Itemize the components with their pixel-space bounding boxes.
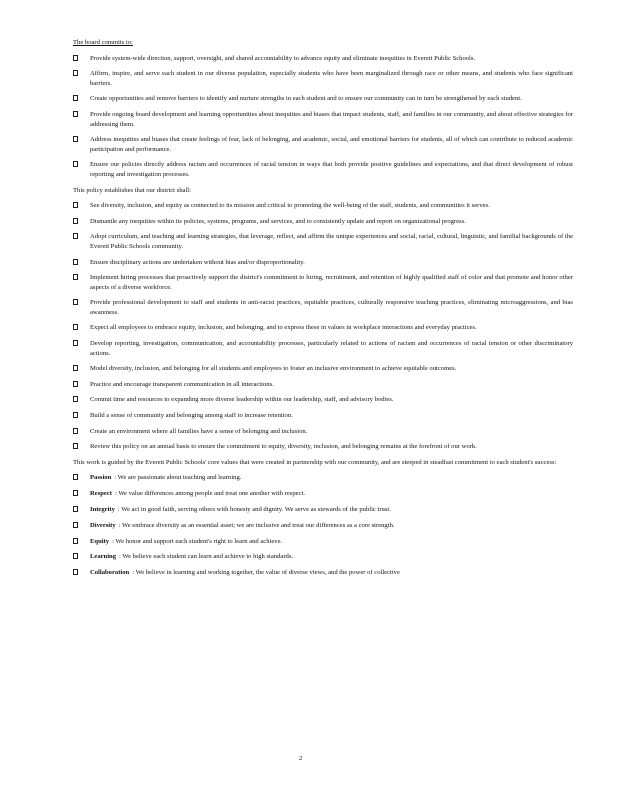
list-item-text: Create opportunities and remove barriers to identify and nurture strengths in each student and to ensure our community can in turn be strengthened by each student. (90, 95, 522, 103)
bullet-icon (73, 553, 78, 559)
bullet-icon (73, 299, 78, 305)
list-item (73, 395, 573, 405)
list-item (73, 54, 573, 64)
bullet-icon (73, 538, 78, 544)
bullet-icon (73, 522, 78, 528)
list-item (73, 442, 573, 452)
bullet-icon (73, 396, 78, 402)
list-item-text: Address inequities and biases that create feelings of fear, lack of belonging, and academic, social, and emotional barriers for students, all of which can contribute to reduced academic participation and performance. (90, 136, 573, 153)
list-item (73, 427, 573, 437)
list-item-text: Provide professional development to staff and students in anti-racist practices, equitable practices, culturally responsive teaching practices, eliminating microaggressions, and bias awareness. (90, 299, 573, 316)
document-page (73, 38, 573, 584)
list-item-text: Dismantle any inequities within its policies, systems, programs, and services, and to consistently update and report on organizational progress. (90, 217, 466, 225)
list-item (73, 380, 573, 390)
list-item-text: Ensure disciplinary actions are undertaken without bias and/or disproportionality. (90, 258, 305, 266)
list-item-text: Model diversity, inclusion, and belonging for all students and employees to foster an inclusive environment to achieve equitable outcomes. (90, 365, 457, 373)
list-item (73, 473, 573, 483)
list-item-text: Provide ongoing board development and learning opportunities about inequities and biases that impact students, staff, and families in our community, and about effective strategies for addressing them. (90, 110, 573, 128)
bullet-icon (73, 428, 78, 434)
list-item (73, 69, 573, 88)
list-item (73, 232, 573, 251)
list-item (73, 160, 573, 179)
page-number: 2 (299, 755, 303, 762)
list-item-text: See diversity, inclusion, and equity as connected to its mission and critical to promoting the well-being of the staff, students, and communities it serves. (90, 202, 490, 210)
core-values-intro: This work is guided by the Everett Public Schools' core values that were created in partnership with our community, and are steeped in steadfast commitment to each student's success: (73, 458, 557, 466)
bullet-icon (73, 218, 78, 224)
list-item (73, 489, 573, 499)
list-item (73, 505, 573, 515)
list-item-text: Practice and encourage transparent communication in all interactions. (90, 380, 274, 388)
value-term: Equity (90, 537, 110, 545)
value-text: : We value differences among people and treat one another with respect. (114, 490, 305, 498)
list-item-text: Commit time and resources to expanding more diverse leadership within our leadership, staff, and advisory bodies. (90, 396, 394, 404)
list-item (73, 135, 573, 154)
bullet-icon (73, 412, 78, 418)
list-item-text: Provide system-wide direction, support, oversight, and shared accountability to advance equity and eliminate inequities in Everett Public Schools. (90, 54, 476, 62)
value-term: Collaboration (90, 569, 130, 577)
list-item (73, 110, 573, 129)
bullet-icon (73, 95, 78, 101)
board-commits-heading: The board commits to: (73, 39, 133, 46)
value-term: Learning (90, 553, 117, 561)
bullet-icon (73, 70, 78, 76)
bullet-icon (73, 233, 78, 239)
list-item-text: Expect all employees to embrace equity, inclusion, and belonging, and to express these in values in workplace interactions and everyday practices. (90, 324, 477, 332)
list-item-text: Review this policy on an annual basis to ensure the commitment to equity, diversity, inclusion, and belonging remains at the forefront of our work. (90, 443, 477, 451)
value-text: : We believe in learning and working together, the value of diverse views, and the power of collective (132, 569, 400, 577)
bullet-icon (73, 490, 78, 496)
value-term: Diversity (90, 521, 116, 529)
value-text: : We act in good faith, serving others with honesty and dignity. We serve as stewards of the public trust. (117, 505, 391, 513)
list-item-text: Create an environment where all families have a sense of belonging and inclusion. (90, 427, 308, 435)
list-item (73, 273, 573, 292)
list-item (73, 568, 573, 578)
bullet-icon (73, 324, 78, 330)
bullet-icon (73, 136, 78, 142)
list-item-text: Build a sense of community and belonging among staff to increase retention. (90, 412, 293, 420)
bullet-icon (73, 474, 78, 480)
list-item (73, 364, 573, 374)
list-item (73, 411, 573, 421)
value-text: : We are passionate about teaching and learning. (114, 474, 242, 482)
list-item (73, 552, 573, 562)
bullet-icon (73, 381, 78, 387)
bullet-icon (73, 202, 78, 208)
bullet-icon (73, 506, 78, 512)
value-text: : We embrace diversity as an essential asset; we are inclusive and treat our differences as a core strength. (118, 521, 395, 529)
board-commitments-list (73, 54, 573, 180)
value-term: Respect (90, 490, 112, 498)
list-item (73, 323, 573, 333)
list-item-text: Adopt curriculum, and teaching and learning strategies, that leverage, reflect, and affirm the unique experiences and social, racial, cultural, linguistic, and familial backgrounds of the Everett Public Schools community. (90, 233, 573, 250)
list-item (73, 258, 573, 268)
bullet-icon (73, 340, 78, 346)
list-item-text: Develop reporting, investigation, communication, and accountability processes, particularly related to actions of racism and occurrences of racial tension or other discriminatory actions. (90, 340, 573, 357)
list-item (73, 339, 573, 358)
list-item (73, 537, 573, 547)
core-values-list (73, 473, 573, 577)
list-item (73, 201, 573, 211)
value-text: : We honor and support each student's right to learn and achieve. (112, 537, 283, 545)
bullet-icon (73, 443, 78, 449)
district-actions-list (73, 201, 573, 452)
list-item-text: Implement hiring processes that proactively support the district's commitment to hiring, recruitment, and retention of highly qualified staff of color and that promote and honor other aspects of a diverse workforce. (90, 274, 573, 291)
bullet-icon (73, 161, 78, 167)
bullet-icon (73, 569, 78, 575)
list-item-text: Ensure our policies directly address racism and occurrences of racial tension in ways that both provide positive guidelines and expectations, and that direct development of robust reporting and investigation processes. (90, 161, 573, 178)
bullet-icon (73, 111, 78, 117)
bullet-icon (73, 274, 78, 280)
value-term: Passion (90, 474, 112, 482)
list-item (73, 521, 573, 531)
district-shall-heading: This policy establishes that our district shall: (73, 186, 191, 194)
list-item (73, 94, 573, 104)
value-term: Integrity (90, 505, 115, 513)
list-item-text: Affirm, inspire, and serve each student in our diverse population, especially students who have been marginalized through race or other means, and students who face significant barriers. (90, 70, 573, 87)
bullet-icon (73, 365, 78, 371)
list-item (73, 298, 573, 317)
value-text: : We believe each student can learn and achieve to high standards. (119, 553, 294, 561)
list-item (73, 217, 573, 227)
bullet-icon (73, 55, 78, 61)
bullet-icon (73, 259, 78, 265)
